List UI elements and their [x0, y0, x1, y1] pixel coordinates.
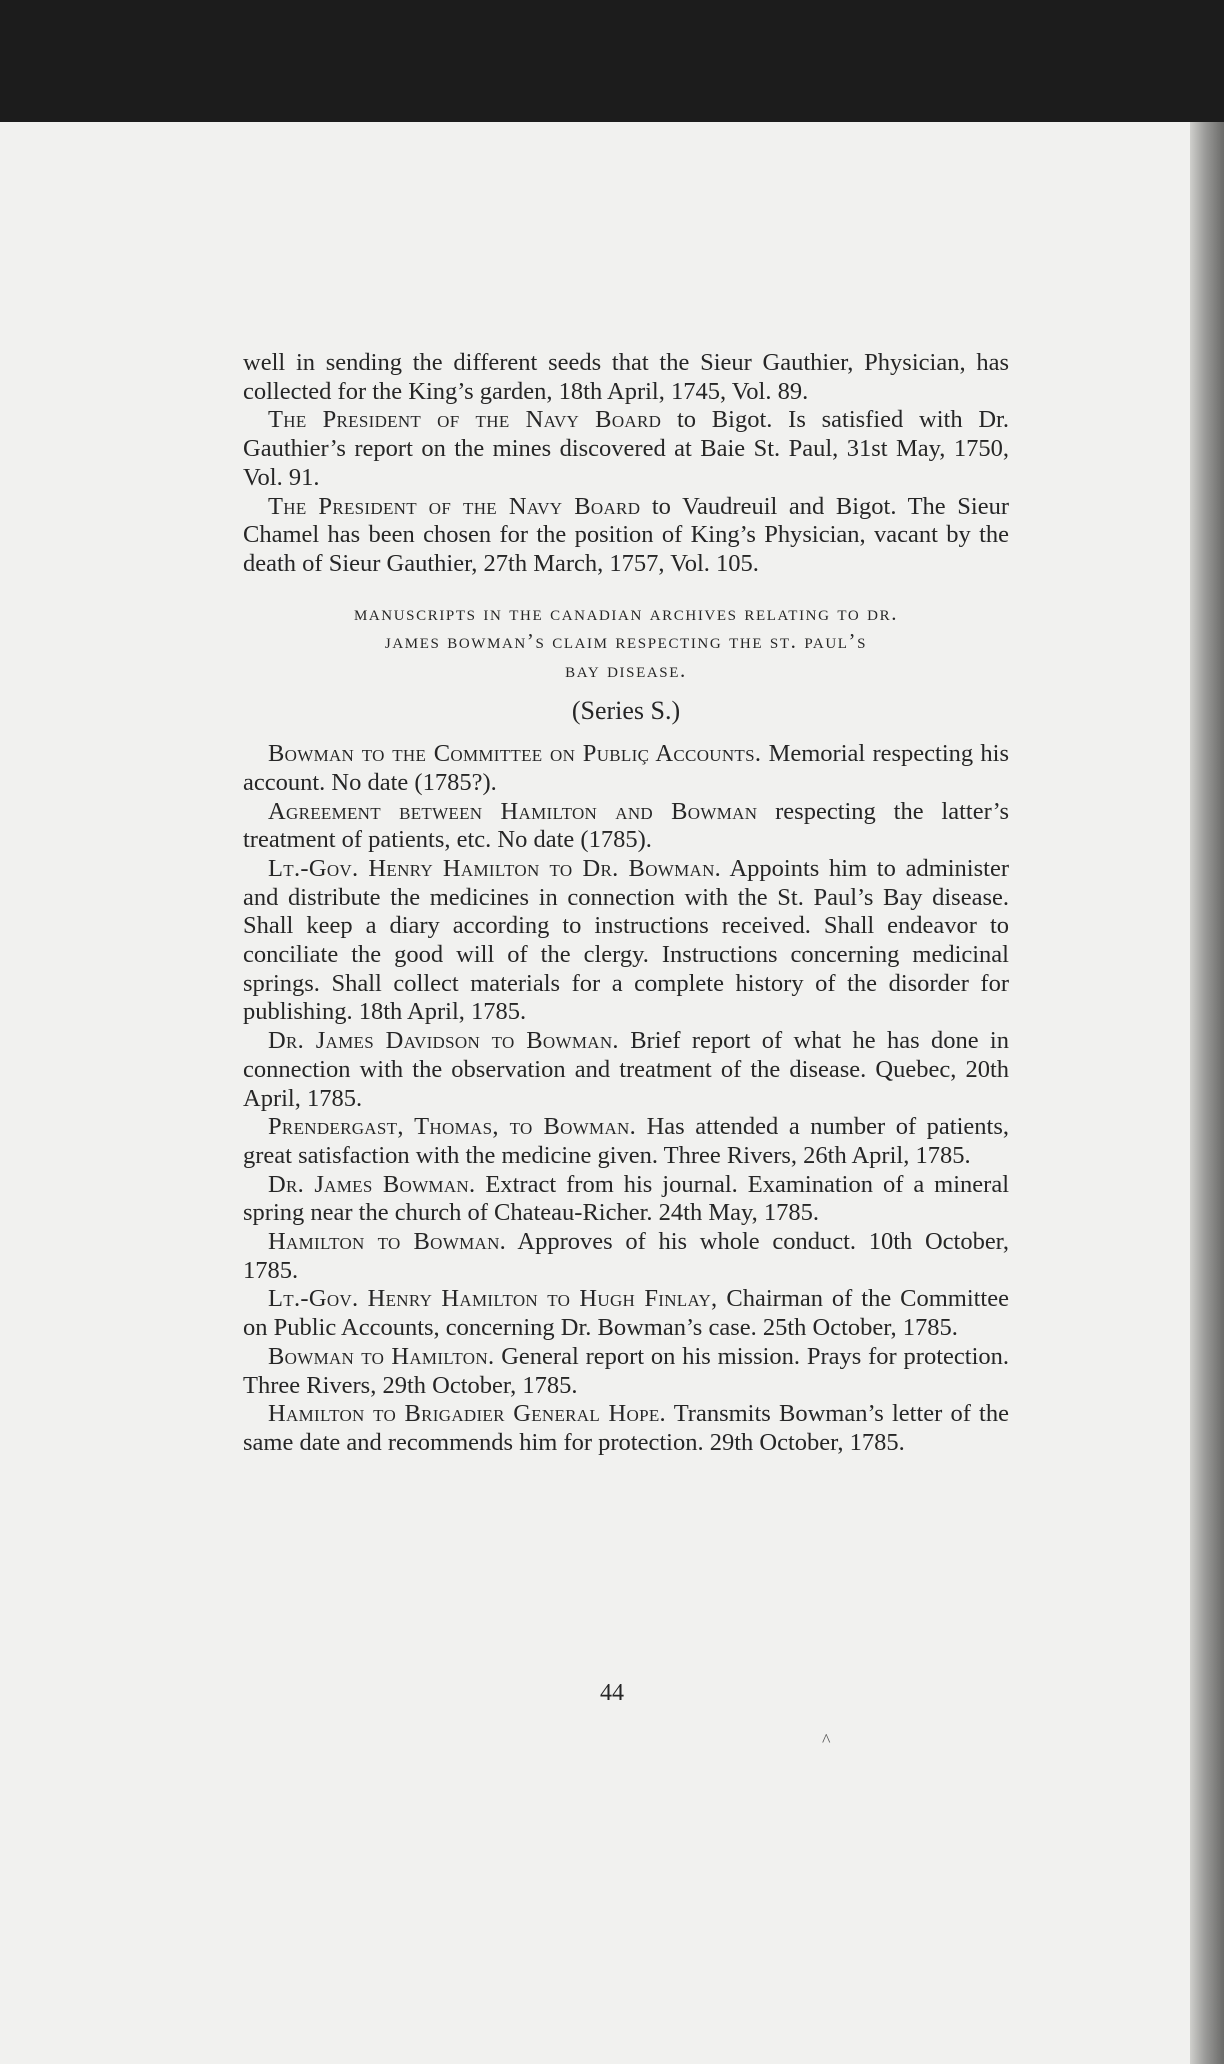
entry-bowman-journal: Dr. James Bowman. Extract from his journal. Examination of a mineral spring near the church of Chateau-Richer. 24th May, 1785.: [243, 1170, 1010, 1227]
entry-davidson: Dr. James Davidson to Bowman. Brief report of what he has done in connection with the observation and treatment of the disease. Quebec, 20th April, 1785.: [243, 1027, 1009, 1112]
entry-hamilton-finlay: Lt.-Gov. Henry Hamilton to Hugh Finlay, Chairman of the Committee on Public Accounts, concerning Dr. Bowman’s case. 25th October, 1785.: [243, 1285, 1009, 1342]
paragraph-navy-board-bigot: The President of the Navy Board to Bigot. Is satisfied with Dr. Gauthier’s report on the mines discovered at Baie St. Paul, 31st May, 1750, Vol. 91.: [243, 406, 1009, 491]
entry-agreement: Agreement between Hamilton and Bowman respecting the latter’s treatment of patients, etc. No date (1785).: [243, 797, 1009, 854]
paragraph-navy-board-vaudreuil: The President of the Navy Board to Vaudreuil and Bigot. The Sieur Chamel has been chosen for the position of King’s Physician, vacant by the death of Sieur Gauthier, 27th March, 1757, Vol. 105.: [243, 492, 1009, 577]
paragraph-seeds: well in sending the different seeds that the Sieur Gauthier, Physician, has collected for the King’s garden, 18th April, 1745, Vol. 89.: [243, 349, 1009, 405]
entry-hamilton-hope: Hamilton to Brigadier General Hope. Transmits Bowman’s letter of the same date and recommends him for protection. 29th October, 1785.: [243, 1400, 1009, 1456]
section-heading: manuscripts in the canadian archives relating to dr. james bowman’s claim respecting the st. paul’s bay disease.: [353, 600, 899, 682]
page-number: 44: [600, 1680, 624, 1706]
book-spine-edge: [1190, 122, 1224, 2064]
entry-bowman-report: Bowman to Hamilton. General report on his mission. Prays for protection. Three Rivers, 29th October, 1785.: [243, 1342, 1010, 1399]
page-text-block: [243, 349, 1009, 1458]
entry-hamilton-approves: Hamilton to Bowman. Approves of his whole conduct. 10th October, 1785.: [243, 1228, 1009, 1284]
entry-bowman-committee: Bowman to the Committee on Publiç Accounts. Memorial respecting his account. No date (1785?).: [243, 740, 1009, 796]
series-label: (Series S.): [571, 696, 681, 726]
entry-prendergast: Prendergast, Thomas, to Bowman. Has attended a number of patients, great satisfaction with the medicine given. Three Rivers, 26th April, 1785.: [243, 1113, 1009, 1169]
entry-hamilton-appoints: Lt.-Gov. Henry Hamilton to Dr. Bowman. Appoints him to administer and distribute the medicines in connection with the St. Paul’s Bay disease. Shall keep a diary according to instructions received. Shall endeavor to conciliate the good will of the clergy. Instructions concerning medicinal springs. Shall collect materials for a complete history of the disorder for publishing. 18th April, 1785.: [243, 854, 1009, 1026]
caret-mark: ^: [822, 1730, 831, 1750]
